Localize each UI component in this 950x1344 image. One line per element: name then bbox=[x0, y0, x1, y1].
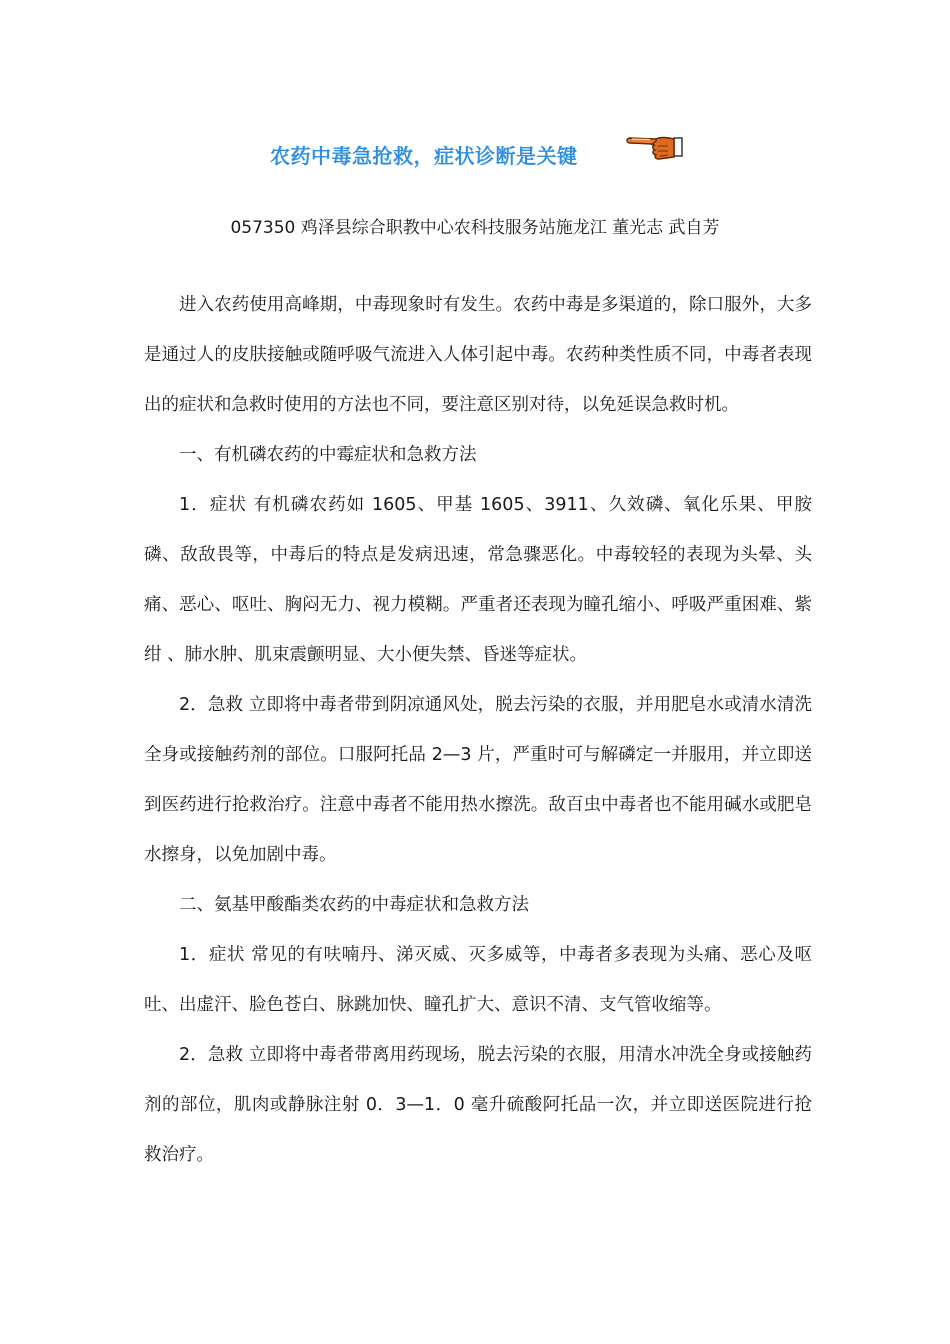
author-byline: 057350 鸡泽县综合职教中心农科技服务站施龙江 董光志 武自芳 bbox=[230, 218, 720, 238]
article-body bbox=[144, 280, 812, 1180]
organophosphorus-symptoms-paragraph: 1．症状 有机磷农药如 1605、甲基 1605、3911、久效磷、氧化乐果、甲胺磷、敌敌畏等，中毒后的特点是发病迅速，常急骤恶化。中毒较轻的表现为头晕、头痛、恶心、呕吐、胸闷无力、视力模糊。严重者还表现为瞳孔缩小、呼吸严重困难、紫绀 、肺水肿、肌束震颤明显、大小便失禁、昏迷等症状。 bbox=[144, 495, 812, 665]
pointing-hand-icon bbox=[622, 128, 686, 168]
section-heading-organophosphorus: 一、有机磷农药的中霉症状和急救方法 bbox=[179, 445, 477, 465]
carbamate-symptoms-paragraph: 1．症状 常见的有呋喃丹、涕灭威、灭多威等，中毒者多表现为头痛、恶心及呕吐、出虚汗、脸色苍白、脉跳加快、瞳孔扩大、意识不清、支气管收缩等。 bbox=[144, 945, 812, 1015]
section-heading-carbamate: 二、氨基甲酸酯类农药的中毒症状和急救方法 bbox=[179, 895, 529, 915]
organophosphorus-first-aid-paragraph: 2．急救 立即将中毒者带到阴凉通风处，脱去污染的衣服，并用肥皂水或清水清洗全身或接触药剂的部位。口服阿托品 2—3 片，严重时可与解磷定一并服用，并立即送到医药进行抢救治疗。注意中毒者不能用热水擦洗。敌百虫中毒者也不能用碱水或肥皂水擦身，以免加剧中毒。 bbox=[144, 695, 812, 865]
intro-paragraph: 进入农药使用高峰期，中毒现象时有发生。农药中毒是多渠道的，除口服外，大多是通过人的皮肤接触或随呼吸气流进入人体引起中毒。农药种类性质不同，中毒者表现出的症状和急救时使用的方法也不同，要注意区别对待，以免延误急救时机。 bbox=[144, 295, 812, 415]
title-row bbox=[0, 128, 950, 178]
carbamate-first-aid-paragraph: 2．急救 立即将中毒者带离用药现场，脱去污染的衣服，用清水冲洗全身或接触药剂的部位，肌肉或静脉注射 0．3—1．0 毫升硫酸阿托品一次，并立即送医院进行抢救治疗。 bbox=[144, 1045, 812, 1165]
document-title: 农药中毒急抢救，症状诊断是关键 bbox=[270, 144, 578, 168]
